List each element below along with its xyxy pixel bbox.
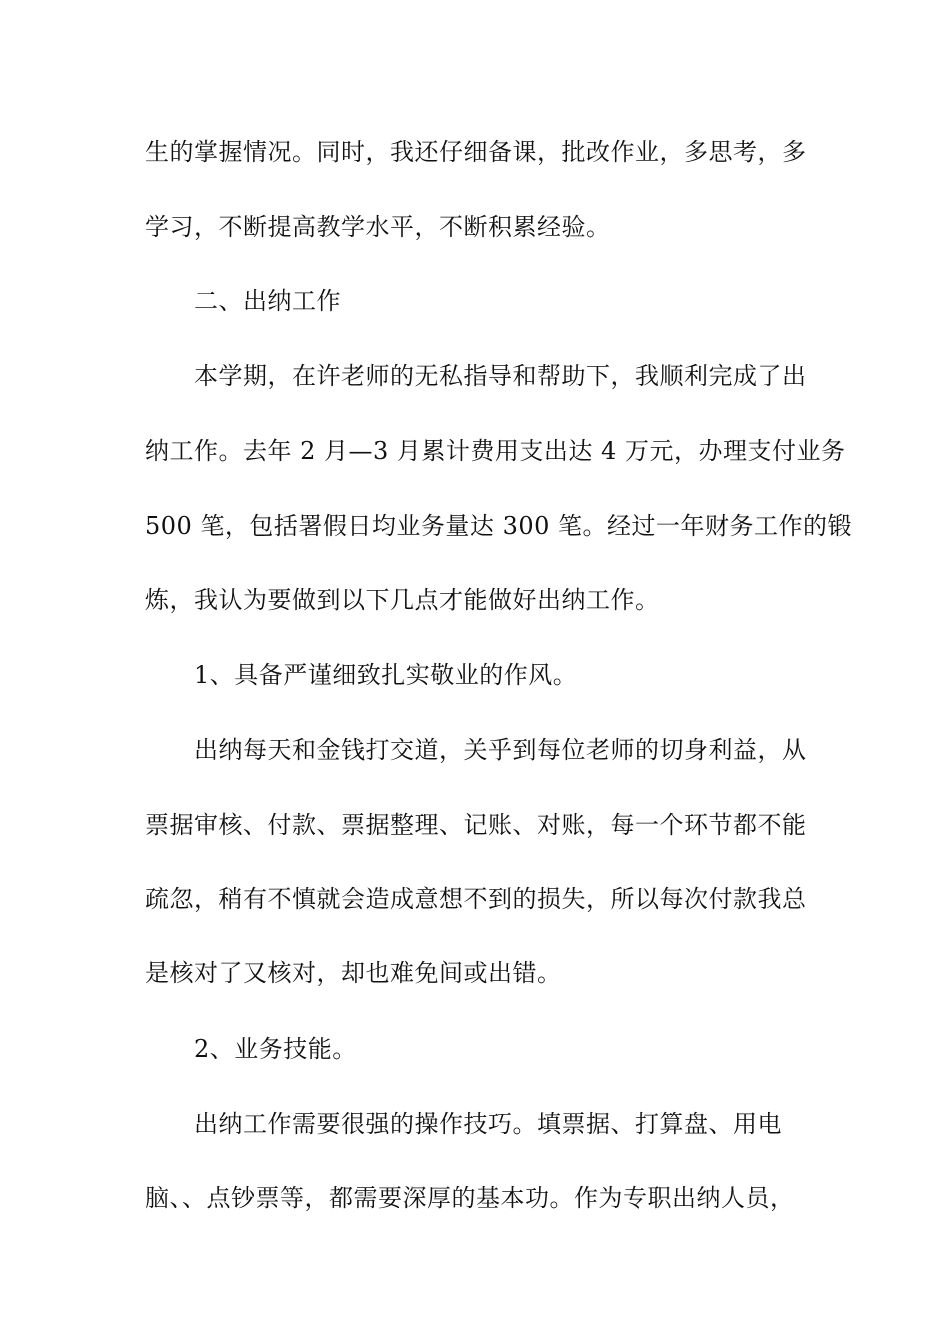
paragraph-line: 本学期，在许老师的无私指导和帮助下，我顺利完成了出 — [194, 362, 807, 390]
paragraph-line: 出纳每天和金钱打交道，关乎到每位老师的切身利益，从 — [194, 736, 807, 764]
paragraph-line: 炼，我认为要做到以下几点才能做好出纳工作。 — [145, 586, 660, 614]
subsection-heading: 1、具备严谨细致扎实敬业的作风。 — [194, 661, 578, 689]
section-heading: 二、出纳工作 — [194, 287, 341, 315]
paragraph-line: 疏忽，稍有不慎就会造成意想不到的损失，所以每次付款我总 — [145, 885, 807, 913]
paragraph-line: 学习，不断提高教学水平，不断积累经验。 — [145, 213, 611, 241]
paragraph-line: 脑、、点钞票等，都需要深厚的基本功。作为专职出纳人员， — [145, 1184, 795, 1212]
paragraph-line: 纳工作。去年 2 月—3 月累计费用支出达 4 万元，办理支付业务 — [145, 437, 846, 465]
paragraph-line: 500 笔，包括署假日均业务量达 300 笔。经过一年财务工作的锻 — [145, 512, 853, 540]
paragraph-line: 出纳工作需要很强的操作技巧。填票据、打算盘、用电 — [194, 1110, 782, 1138]
paragraph-line: 生的掌握情况。同时，我还仔细备课，批改作业，多思考，多 — [145, 138, 807, 166]
paragraph-line: 是核对了又核对，却也难免间或出错。 — [145, 959, 562, 987]
paragraph-line: 票据审核、付款、票据整理、记账、对账，每一个环节都不能 — [145, 811, 807, 839]
subsection-heading: 2、业务技能。 — [194, 1035, 357, 1063]
